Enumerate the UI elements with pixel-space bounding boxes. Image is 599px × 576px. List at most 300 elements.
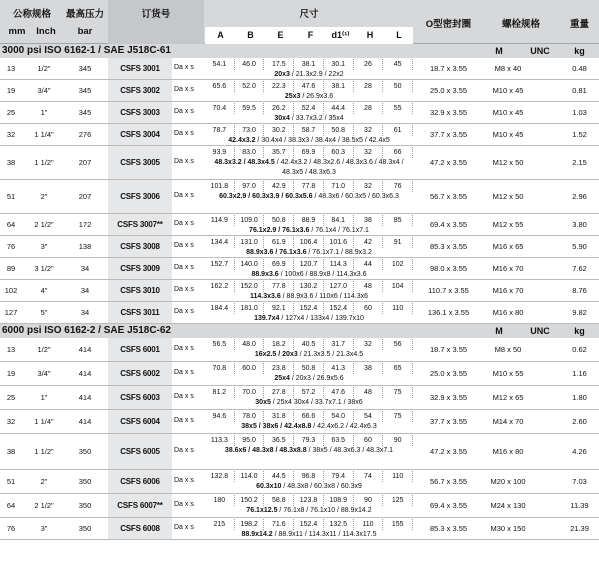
weight-header: 重量 bbox=[569, 19, 589, 30]
dimension-values bbox=[205, 125, 413, 136]
dim-value: 88.9 bbox=[294, 215, 324, 226]
dim-value: 26.2 bbox=[264, 103, 294, 114]
dim-value: 50.8 bbox=[264, 215, 294, 226]
dim-value: 60 bbox=[354, 435, 384, 446]
max-pressure: 414 bbox=[78, 417, 92, 426]
dim-value: 65.6 bbox=[205, 81, 235, 92]
dim-value: 155 bbox=[383, 519, 413, 530]
bolt-size: M12 x 65 bbox=[492, 393, 524, 402]
pipe-size-text: / 26.9x3.6 bbox=[300, 93, 334, 100]
size-mm: 64 bbox=[6, 220, 16, 229]
dim-value: 102 bbox=[383, 259, 413, 270]
pipe-size-text: 88.9x3.6 / 76.1x3.6 bbox=[246, 249, 307, 256]
dim-value: 104 bbox=[383, 281, 413, 292]
order-code: CSFS 6007** bbox=[108, 494, 172, 517]
size-inch: 1/2" bbox=[37, 345, 51, 354]
weight-value: 0.62 bbox=[572, 345, 587, 354]
weight-value: 1.80 bbox=[572, 393, 587, 402]
dim-value: 45 bbox=[383, 59, 413, 70]
dim-value: 181.0 bbox=[235, 303, 265, 314]
section-title: 6000 psi ISO 6162-2 / SAE J518C-62 M UNC kg bbox=[0, 324, 599, 338]
dim-value: 18.2 bbox=[264, 339, 294, 350]
dimension-values bbox=[205, 435, 413, 446]
pipe-label: Da x s bbox=[174, 86, 194, 93]
dim-value: 60 bbox=[354, 303, 384, 314]
pipe-size-text: 30x5 bbox=[255, 399, 271, 406]
pipe-size-text: / 127x4 / 133x4 / 139.7x10 bbox=[279, 315, 364, 322]
oring-size: 85.3 x 3.55 bbox=[429, 524, 468, 533]
dimension-values bbox=[205, 519, 413, 530]
dim-value: 32 bbox=[354, 125, 384, 136]
dim-value: 110 bbox=[383, 471, 413, 482]
dim-value: 215 bbox=[205, 519, 235, 530]
bolt-size: M10 x 45 bbox=[492, 108, 524, 117]
bolt-size: M16 x 80 bbox=[492, 447, 524, 456]
pipe-sizes bbox=[205, 530, 413, 540]
size-inch: 2" bbox=[40, 192, 48, 201]
dim-value: 27.8 bbox=[264, 387, 294, 398]
dim-value: 130.2 bbox=[294, 281, 324, 292]
dim-value: 38 bbox=[354, 363, 384, 374]
pipe-label: Da x s bbox=[174, 242, 194, 249]
pipe-size-text: / 88.9x11 / 114.3x11 / 114.3x17.5 bbox=[272, 531, 377, 538]
size-mm: 38 bbox=[6, 158, 16, 167]
dim-value: 48 bbox=[354, 387, 384, 398]
pipe-size-text: / 21.3x3.5 / 21.3x4.5 bbox=[297, 351, 364, 358]
dimension-values bbox=[205, 387, 413, 398]
dim-value: 114.0 bbox=[235, 471, 265, 482]
order-code: CSFS 6005 bbox=[108, 434, 172, 469]
oring-size: 98.0 x 3.55 bbox=[429, 264, 468, 273]
dim-value: 41.3 bbox=[324, 363, 354, 374]
pipe-size-text: / 25x4 30x4 / 33.7x7.1 / 38x6 bbox=[270, 399, 363, 406]
size-inch: 1" bbox=[40, 108, 48, 117]
dim-value: 90 bbox=[354, 495, 384, 506]
pipe-size-text: / 88.9x3.6 / 110x6 / 114.3x6 bbox=[280, 293, 369, 300]
dimension-values bbox=[205, 237, 413, 248]
oring-size: 47.2 x 3.55 bbox=[429, 158, 468, 167]
dim-value: 26 bbox=[354, 59, 384, 70]
oring-size: 56.7 x 3.55 bbox=[429, 477, 468, 486]
pipe-label: Da x s bbox=[174, 501, 194, 508]
pipe-sizes bbox=[205, 482, 413, 492]
weight-value: 2.60 bbox=[572, 417, 587, 426]
bolt-size: M10 x 55 bbox=[492, 369, 524, 378]
pipe-size-text: / 76.1x4 / 76.1x7.1 bbox=[309, 227, 369, 234]
dimensions-header: 尺寸 bbox=[299, 9, 319, 20]
size-inch: 2" bbox=[40, 477, 48, 486]
dim-value: 38.1 bbox=[324, 81, 354, 92]
bolt-size: M12 x 55 bbox=[492, 220, 524, 229]
size-inch: 1 1/2" bbox=[34, 158, 54, 167]
weight-value: 1.52 bbox=[572, 130, 587, 139]
size-inch: 1" bbox=[40, 393, 48, 402]
dim-value: 44.4 bbox=[324, 103, 354, 114]
dim-value: 109.0 bbox=[235, 215, 265, 226]
bolt-size: M14 x 70 bbox=[492, 417, 524, 426]
size-mm: 19 bbox=[6, 86, 16, 95]
dim-value: 125 bbox=[383, 495, 413, 506]
table-row bbox=[0, 302, 599, 324]
dim-value: 44.5 bbox=[264, 471, 294, 482]
dim-value: 52.0 bbox=[235, 81, 265, 92]
dimension-values bbox=[205, 259, 413, 270]
max-pressure: 207 bbox=[78, 158, 92, 167]
dim-value: 38.1 bbox=[294, 59, 324, 70]
dim-value: 184.4 bbox=[205, 303, 235, 314]
dim-value: 114.3 bbox=[324, 259, 354, 270]
max-pressure-header: 最高压力 bbox=[65, 9, 104, 20]
pipe-size-text: / 21.3x2.9 / 22x2 bbox=[289, 71, 344, 78]
dimension-values bbox=[205, 59, 413, 70]
pipe-sizes bbox=[205, 398, 413, 408]
dim-value: 50 bbox=[383, 81, 413, 92]
oring-size: 56.7 x 3.55 bbox=[429, 192, 468, 201]
dimension-values bbox=[205, 181, 413, 192]
pipe-size-text: / 42.4x6.2 / 42.4x6.3 bbox=[311, 423, 377, 430]
oring-size: 69.4 x 3.55 bbox=[429, 220, 468, 229]
table-row bbox=[0, 258, 599, 280]
dim-value: 54.0 bbox=[324, 411, 354, 422]
dim-value: 35.7 bbox=[264, 147, 294, 158]
pipe-size-text: 88.9x3.6 bbox=[251, 271, 279, 278]
max-pressure: 414 bbox=[78, 345, 92, 354]
pipe-label: Da x s bbox=[174, 369, 194, 376]
table-row bbox=[0, 214, 599, 236]
size-inch: 3 1/2" bbox=[34, 264, 54, 273]
size-mm: 89 bbox=[6, 264, 16, 273]
dim-value: 57.2 bbox=[294, 387, 324, 398]
dim-value: 32 bbox=[354, 339, 384, 350]
dimension-values bbox=[205, 103, 413, 114]
dim-value: 132.5 bbox=[324, 519, 354, 530]
dim-value: 78.0 bbox=[235, 411, 265, 422]
bolt-metric-header: M bbox=[495, 326, 503, 336]
dim-value: 110 bbox=[354, 519, 384, 530]
dim-value: 66 bbox=[383, 147, 413, 158]
dim-value: 42 bbox=[354, 237, 384, 248]
bolt-size: M10 x 45 bbox=[492, 130, 524, 139]
pipe-sizes bbox=[205, 422, 413, 432]
dim-col-a: A bbox=[205, 27, 235, 44]
size-inch: 2 1/2" bbox=[34, 220, 54, 229]
weight-value: 0.48 bbox=[572, 64, 587, 73]
size-inch: 1/2" bbox=[37, 64, 51, 73]
pipe-size-text: / 38x5 / 48.3x6.3 / 48.3x7.1 bbox=[306, 447, 394, 454]
pipe-size-text: / 48.3x6 / 60.3x5 / 60.3x6.3 bbox=[312, 193, 399, 200]
pipe-sizes bbox=[205, 292, 413, 302]
weight-value: 1.16 bbox=[572, 369, 587, 378]
size-mm: 25 bbox=[6, 393, 16, 402]
order-code: CSFS 3008 bbox=[108, 236, 172, 257]
max-pressure: 345 bbox=[78, 108, 92, 117]
dimension-values bbox=[205, 147, 413, 158]
size-inch: 3/4" bbox=[37, 369, 51, 378]
dim-value: 114.9 bbox=[205, 215, 235, 226]
order-code: CSFS 3009 bbox=[108, 258, 172, 279]
pipe-sizes bbox=[205, 114, 413, 124]
table-row bbox=[0, 236, 599, 258]
pipe-size-text: / 42.4x3.2 / 48.3x2.6 / 48.3x3.6 / 48.3x4 / 48.3x5 / 48.3x6.3 bbox=[274, 159, 404, 176]
max-pressure: 350 bbox=[78, 524, 92, 533]
bolt-size: M16 x 70 bbox=[492, 286, 524, 295]
pipe-size-text: 76.1x12.5 bbox=[246, 507, 278, 514]
dim-value: 152.4 bbox=[294, 519, 324, 530]
mm-header: mm bbox=[8, 26, 26, 37]
pipe-sizes bbox=[205, 270, 413, 280]
dim-value: 101.8 bbox=[205, 181, 235, 192]
dim-value: 70.4 bbox=[205, 103, 235, 114]
dim-value: 69.9 bbox=[264, 259, 294, 270]
pipe-size-text: 60.3x2.9 / 60.3x3.9 / 60.3x5.6 bbox=[219, 193, 313, 200]
dim-value: 74 bbox=[354, 471, 384, 482]
oring-size: 47.2 x 3.55 bbox=[429, 447, 468, 456]
weight-value: 11.39 bbox=[570, 501, 589, 510]
pipe-label: Da x s bbox=[174, 286, 194, 293]
dim-value: 54 bbox=[354, 411, 384, 422]
order-code: CSFS 6003 bbox=[108, 386, 172, 409]
dim-value: 69.9 bbox=[294, 147, 324, 158]
pipe-size-text: / 100x6 / 88.9x8 / 114.3x3.6 bbox=[278, 271, 367, 278]
order-code: CSFS 3007** bbox=[108, 214, 172, 235]
dim-value: 42.9 bbox=[264, 181, 294, 192]
order-code: CSFS 3010 bbox=[108, 280, 172, 301]
pipe-size-text: / 76.1x8 / 76.1x10 / 88.9x14.2 bbox=[277, 507, 372, 514]
order-code: CSFS 3001 bbox=[108, 58, 172, 79]
weight-value: 8.76 bbox=[572, 286, 587, 295]
max-pressure: 414 bbox=[78, 369, 92, 378]
weight-value: 2.96 bbox=[572, 192, 587, 201]
oring-header: O型密封圈 bbox=[425, 19, 472, 30]
max-pressure: 172 bbox=[78, 220, 92, 229]
pipe-size-text: 38x5 / 38x6 / 42.4x8.8 bbox=[241, 423, 312, 430]
bolt-metric-header: M bbox=[495, 46, 503, 56]
bar-header: bar bbox=[77, 26, 93, 37]
table-row bbox=[0, 58, 599, 80]
order-code: CSFS 3006 bbox=[108, 180, 172, 213]
pipe-label: Da x s bbox=[174, 64, 194, 71]
pipe-size-text: 88.9x14.2 bbox=[241, 531, 273, 538]
pipe-size-text: 48.3x3.2 / 48.3x4.5 bbox=[214, 159, 275, 166]
bolt-unc-header: UNC bbox=[530, 46, 550, 56]
pipe-label: Da x s bbox=[174, 220, 194, 227]
table-row bbox=[0, 280, 599, 302]
size-mm: 13 bbox=[6, 64, 16, 73]
dim-value: 50.8 bbox=[294, 363, 324, 374]
max-pressure: 350 bbox=[78, 477, 92, 486]
table-row bbox=[0, 146, 599, 180]
table-row bbox=[0, 124, 599, 146]
dim-col-l: L bbox=[384, 27, 413, 44]
table-row bbox=[0, 338, 599, 362]
size-inch: 1 1/4" bbox=[34, 130, 54, 139]
pipe-sizes bbox=[205, 506, 413, 516]
dim-value: 180 bbox=[205, 495, 235, 506]
pipe-size-text: / 20x3 / 26.9x5.6 bbox=[289, 375, 344, 382]
dim-value: 38 bbox=[354, 215, 384, 226]
pipe-sizes bbox=[205, 248, 413, 258]
pipe-sizes bbox=[205, 136, 413, 146]
pipe-label: Da x s bbox=[174, 130, 194, 137]
order-code: CSFS 3005 bbox=[108, 146, 172, 179]
pipe-label: Da x s bbox=[174, 264, 194, 271]
dim-value: 75 bbox=[383, 387, 413, 398]
size-mm: 25 bbox=[6, 108, 16, 117]
table-row bbox=[0, 410, 599, 434]
dim-value: 152.4 bbox=[294, 303, 324, 314]
oring-size: 85.3 x 3.55 bbox=[429, 242, 468, 251]
dim-value: 162.2 bbox=[205, 281, 235, 292]
dim-value: 95.0 bbox=[235, 435, 265, 446]
dim-value: 61 bbox=[383, 125, 413, 136]
size-mm: 13 bbox=[6, 345, 16, 354]
dim-value: 77.8 bbox=[264, 281, 294, 292]
dim-value: 55 bbox=[383, 103, 413, 114]
size-mm: 51 bbox=[6, 477, 16, 486]
dim-value: 78.7 bbox=[205, 125, 235, 136]
pipe-sizes bbox=[205, 158, 413, 178]
weight-value: 7.62 bbox=[572, 264, 587, 273]
dim-value: 40.5 bbox=[294, 339, 324, 350]
dim-value: 152.7 bbox=[205, 259, 235, 270]
dim-value: 36.5 bbox=[264, 435, 294, 446]
dim-value: 23.8 bbox=[264, 363, 294, 374]
bolt-header: 螺栓规格 bbox=[501, 19, 540, 30]
pipe-size-text: 42.4x3.2 bbox=[228, 137, 256, 144]
pipe-label: Da x s bbox=[174, 477, 194, 484]
oring-size: 18.7 x 3.55 bbox=[429, 345, 468, 354]
dimension-values bbox=[205, 471, 413, 482]
dim-value: 31.7 bbox=[324, 339, 354, 350]
dimension-values bbox=[205, 495, 413, 506]
weight-value: 7.03 bbox=[572, 477, 587, 486]
weight-value: 3.80 bbox=[572, 220, 587, 229]
dim-value: 44 bbox=[354, 259, 384, 270]
dim-value: 85 bbox=[383, 215, 413, 226]
dim-value: 56.5 bbox=[205, 339, 235, 350]
pipe-label: Da x s bbox=[174, 393, 194, 400]
pipe-label: Da x s bbox=[174, 345, 194, 352]
dim-col-f: F bbox=[295, 27, 325, 44]
pipe-sizes bbox=[205, 226, 413, 236]
max-pressure: 138 bbox=[78, 242, 92, 251]
table-row bbox=[0, 180, 599, 214]
dim-value: 110 bbox=[383, 303, 413, 314]
dim-value: 97.0 bbox=[235, 181, 265, 192]
dim-value: 30.1 bbox=[324, 59, 354, 70]
table-header bbox=[0, 0, 599, 44]
dim-value: 131.0 bbox=[235, 237, 265, 248]
weight-value: 4.26 bbox=[572, 447, 587, 456]
oring-size: 18.7 x 3.55 bbox=[429, 64, 468, 73]
table-row bbox=[0, 470, 599, 494]
table-row bbox=[0, 518, 599, 540]
dimension-values bbox=[205, 339, 413, 350]
dim-col-b: B bbox=[235, 27, 265, 44]
weight-unit-header: kg bbox=[574, 46, 585, 56]
order-code: CSFS 3002 bbox=[108, 80, 172, 101]
dim-value: 66.6 bbox=[294, 411, 324, 422]
dim-value: 52.4 bbox=[294, 103, 324, 114]
pipe-label: Da x s bbox=[174, 524, 194, 531]
oring-size: 25.0 x 3.55 bbox=[429, 369, 468, 378]
weight-unit-header: kg bbox=[574, 326, 585, 336]
pipe-label: Da x s bbox=[174, 192, 194, 199]
pipe-size-text: / 30.4x4 / 38.3x3 / 38.4x4 / 38.5x5 / 42.4x5 bbox=[255, 137, 390, 144]
dim-value: 90 bbox=[383, 435, 413, 446]
bolt-size: M12 x 50 bbox=[492, 158, 524, 167]
size-inch: 3" bbox=[40, 524, 48, 533]
size-inch: 1 1/4" bbox=[34, 417, 54, 426]
max-pressure: 34 bbox=[80, 308, 90, 317]
dim-value: 48 bbox=[354, 281, 384, 292]
dim-value: 94.6 bbox=[205, 411, 235, 422]
oring-size: 25.0 x 3.55 bbox=[429, 86, 468, 95]
order-code: CSFS 3011 bbox=[108, 302, 172, 323]
dim-value: 71.6 bbox=[264, 519, 294, 530]
pipe-size-text: / 33.7x3.2 / 35x4 bbox=[289, 115, 344, 122]
max-pressure: 34 bbox=[80, 286, 90, 295]
dimension-values bbox=[205, 303, 413, 314]
size-mm: 127 bbox=[4, 308, 18, 317]
dimension-values bbox=[205, 411, 413, 422]
pipe-sizes bbox=[205, 70, 413, 80]
bolt-size: M30 x 150 bbox=[490, 524, 526, 533]
dim-value: 32 bbox=[354, 181, 384, 192]
size-mm: 102 bbox=[4, 286, 18, 295]
order-code: CSFS 6008 bbox=[108, 518, 172, 539]
table-row bbox=[0, 102, 599, 124]
dim-value: 152.4 bbox=[324, 303, 354, 314]
dim-value: 70.0 bbox=[235, 387, 265, 398]
dim-value: 123.8 bbox=[294, 495, 324, 506]
dimension-values bbox=[205, 363, 413, 374]
pipe-size-text: 30x4 bbox=[274, 115, 290, 122]
pipe-label: Da x s bbox=[174, 158, 194, 165]
dim-value: 65 bbox=[383, 363, 413, 374]
bolt-size: M16 x 65 bbox=[492, 242, 524, 251]
dim-value: 120.7 bbox=[294, 259, 324, 270]
size-inch: 3" bbox=[40, 242, 48, 251]
dim-value: 152.0 bbox=[235, 281, 265, 292]
dim-value: 58.8 bbox=[264, 495, 294, 506]
pipe-size-text: 20x3 bbox=[274, 71, 290, 78]
dim-col-d1: d1⁽¹⁾ bbox=[325, 27, 355, 44]
weight-value: 9.82 bbox=[572, 308, 587, 317]
inch-header: Inch bbox=[36, 26, 56, 37]
dim-value: 108.9 bbox=[324, 495, 354, 506]
dim-value: 50.8 bbox=[324, 125, 354, 136]
pipe-size-text: 25x3 bbox=[284, 93, 301, 100]
dim-value: 93.9 bbox=[205, 147, 235, 158]
bolt-size: M16 x 80 bbox=[492, 308, 524, 317]
pipe-sizes bbox=[205, 92, 413, 102]
dim-value: 22.3 bbox=[264, 81, 294, 92]
pipe-size-text: / 48.3x8 / 60.3x8 / 60.3x9 bbox=[281, 483, 362, 490]
dim-value: 48.0 bbox=[235, 339, 265, 350]
size-mm: 76 bbox=[6, 242, 16, 251]
pipe-size-text: 114.3x3.6 bbox=[249, 293, 281, 300]
pipe-size-text: 16x2.5 / 20x3 bbox=[254, 351, 298, 358]
pipe-label: Da x s bbox=[174, 447, 194, 454]
dim-value: 63.5 bbox=[324, 435, 354, 446]
size-inch: 3/4" bbox=[37, 86, 51, 95]
bolt-size: M8 x 50 bbox=[494, 345, 522, 354]
dim-value: 140.0 bbox=[235, 259, 265, 270]
pipe-label: Da x s bbox=[174, 308, 194, 315]
pipe-label: Da x s bbox=[174, 108, 194, 115]
pipe-sizes bbox=[205, 192, 413, 202]
